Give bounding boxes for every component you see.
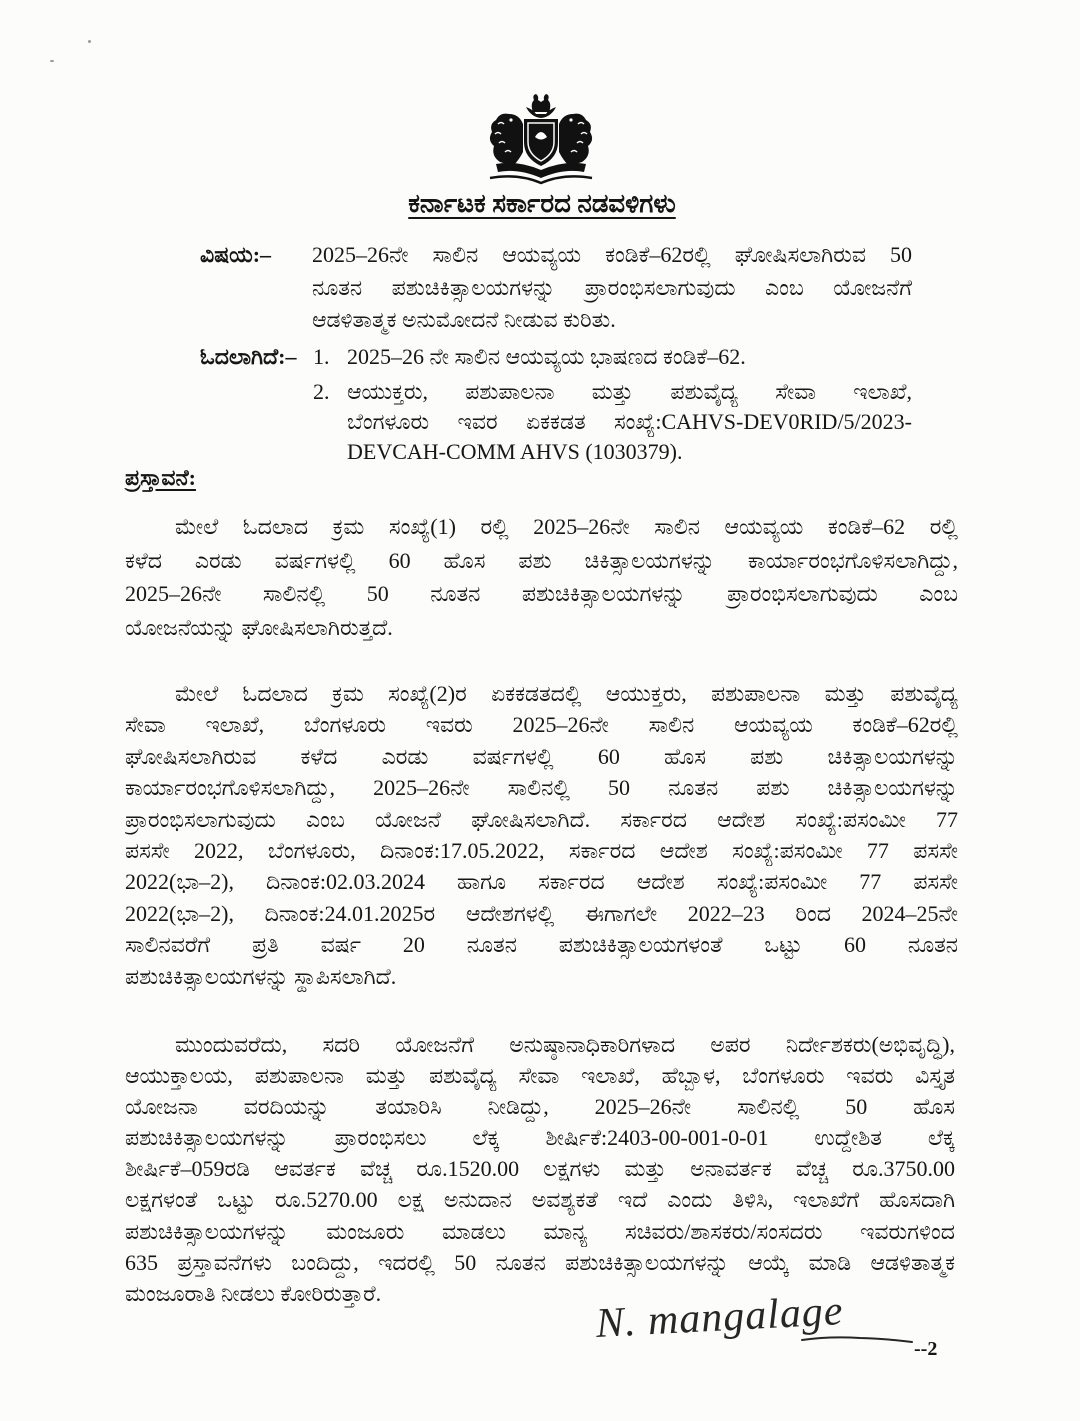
subject-text [312,239,912,337]
preamble-heading: ಪ್ರಸ್ತಾವನೆ: [125,465,196,490]
paragraph [125,678,958,992]
scan-mark [50,60,54,62]
paragraph-line: ಪಸಸೇ 2022, ಬೆಂಗಳೂರು, ದಿನಾಂಕ:17.05.2022, ಸರ್ಕಾರದ ಆದೇಶ ಸಂಖ್ಯೆ:ಪಸಂಮೀ 77 ಪಸಸೇ [125,837,958,863]
paragraph-line: ಸೇವಾ ಇಲಾಖೆ, ಬೆಂಗಳೂರು ಇವರು 2025–26ನೇ ಸಾಲಿನ ಆಯವ್ಯಯ ಕಂಡಿಕೆ–62ರಲ್ಲಿ [125,712,958,738]
paragraph-line: ಮೇಲೆ ಓದಲಾದ ಕ್ರಮ ಸಂಖ್ಯೆ(2)ರ ಏಕಕಡತದಲ್ಲಿ ಆಯುಕ್ತರು, ಪಶುಪಾಲನಾ ಮತ್ತು ಪಶುವೈದ್ಯ [175,681,958,706]
paragraph-line: ಮಂಜೂರಾತಿ ನೀಡಲು ಕೋರಿರುತ್ತಾರೆ. [125,1280,382,1306]
subject-label: ವಿಷಯ:– [200,242,272,267]
scan-mark [88,40,91,43]
page-continuation: --2 [914,1338,938,1360]
paragraph-line: ಘೋಷಿಸಲಾಗಿರುವ ಕಳೆದ ಎರಡು ವರ್ಷಗಳಲ್ಲಿ 60 ಹೊಸ ಪಶು ಚಿಕಿತ್ಸಾಲಯಗಳನ್ನು [125,743,958,769]
paragraph [125,510,958,644]
paragraph-line: ಸಾಲಿನವರೆಗೆ ಪ್ರತಿ ವರ್ಷ 20 ನೂತನ ಪಶುಚಿಕಿತ್ಸಾಲಯಗಳಂತೆ ಒಟ್ಟು 60 ನೂತನ [125,932,958,958]
paragraph [125,1029,955,1309]
reference-number: 2. [313,379,330,404]
page-title: ಕರ್ನಾಟಕ ಸರ್ಕಾರದ ನಡವಳಿಗಳು [408,189,676,218]
handwritten-signature: N. mangalage [594,1288,845,1347]
signature-flourish [800,1326,915,1356]
paragraph-line: ಕಾರ್ಯಾರಂಭಗೊಳಿಸಲಾಗಿದ್ದು, 2025–26ನೇ ಸಾಲಿನಲ್ಲಿ 50 ನೂತನ ಪಶು ಚಿಕಿತ್ಸಾಲಯಗಳನ್ನು [125,775,958,801]
paragraph-line: 2022(ಭಾ–2), ದಿನಾಂಕ:24.01.2025ರ ಆದೇಶಗಳಲ್ಲಿ ಈಗಾಗಲೇ 2022–23 ರಿಂದ 2024–25ನೇ [125,900,958,926]
paragraph-line: ಪಶುಚಿಕಿತ್ಸಾಲಯಗಳನ್ನು ಸ್ಥಾಪಿಸಲಾಗಿದೆ. [125,963,397,989]
reference-line: 2025–26 ನೇ ಸಾಲಿನ ಆಯವ್ಯಯ ಭಾಷಣದ ಕಂಡಿಕೆ–62. [347,344,746,369]
paragraph-line: ಪಶುಚಿಕಿತ್ಸಾಲಯಗಳನ್ನು ಪ್ರಾರಂಭಿಸಲು ಲೆಕ್ಕ ಶೀರ್ಷಿಕೆ:2403-00-001-0-01 ಉದ್ದೇಶಿತ ಲೆಕ್ಕ [125,1125,955,1151]
paragraph-line: ಲಕ್ಷಗಳಂತೆ ಒಟ್ಟು ರೂ.5270.00 ಲಕ್ಷ ಅನುದಾನ ಅವಶ್ಯಕತೆ ಇದೆ ಎಂದು ತಿಳಿಸಿ, ಇಲಾಖೆಗೆ ಹೊಸದಾಗಿ [125,1187,955,1213]
reference-item [347,339,912,375]
reference-line: DEVCAH-COMM AHVS (1030379). [347,439,683,464]
paragraph-line: ಕಳೆದ ಎರಡು ವರ್ಷಗಳಲ್ಲಿ 60 ಹೊಸ ಪಶು ಚಿಕಿತ್ಸಾಲಯಗಳನ್ನು ಕಾರ್ಯಾರಂಭಗೊಳಿಸಲಾಗಿದ್ದು, [125,547,958,573]
paragraph-line: ಶೀರ್ಷಿಕೆ–059ರಡಿ ಆವರ್ತಕ ವೆಚ್ಚ ರೂ.1520.00 ಲಕ್ಷಗಳು ಮತ್ತು ಅನಾವರ್ತಕ ವೆಚ್ಚ ರೂ.3750.00 [125,1156,955,1182]
reference-line: ಆಯುಕ್ತರು, ಪಶುಪಾಲನಾ ಮತ್ತು ಪಶುವೈದ್ಯ ಸೇವಾ ಇಲಾಖೆ, [347,379,912,404]
reference-line: ಬೆಂಗಳೂರು ಇವರ ಏಕಕಡತ ಸಂಖ್ಯೆ:CAHVS-DEV0RID/5/2023- [347,409,912,434]
subject-line: ನೂತನ ಪಶುಚಿಕಿತ್ಸಾಲಯಗಳನ್ನು ಪ್ರಾರಂಭಿಸಲಾಗುವುದು ಎಂಬ ಯೋಜನೆಗೆ [312,274,912,300]
reference-item [347,377,912,467]
paragraph-line: ಪ್ರಾರಂಭಿಸಲಾಗುವುದು ಎಂಬ ಯೋಜನೆ ಘೋಷಿಸಲಾಗಿದೆ. ಸರ್ಕಾರದ ಆದೇಶ ಸಂಖ್ಯೆ:ಪಸಂಮೀ 77 [125,806,958,832]
paragraph-line: 2025–26ನೇ ಸಾಲಿನಲ್ಲಿ 50 ನೂತನ ಪಶುಚಿಕಿತ್ಸಾಲಯಗಳನ್ನು ಪ್ರಾರಂಭಿಸಲಾಗುವುದು ಎಂಬ [125,581,958,606]
state-emblem-icon [478,90,604,188]
paragraph-line: ಯೋಜನಾ ವರದಿಯನ್ನು ತಯಾರಿಸಿ ನೀಡಿದ್ದು, 2025–26ನೇ ಸಾಲಿನಲ್ಲಿ 50 ಹೊಸ [125,1094,955,1120]
paragraph-line: ಮುಂದುವರೆದು, ಸದರಿ ಯೋಜನೆಗೆ ಅನುಷ್ಠಾನಾಧಿಕಾರಿಗಳಾದ ಅಪರ ನಿರ್ದೇಶಕರು(ಅಭಿವೃದ್ಧಿ), [175,1032,955,1057]
paragraph-line: 635 ಪ್ರಸ್ತಾವನೆಗಳು ಬಂದಿದ್ದು, ಇದರಲ್ಲಿ 50 ನೂತನ ಪಶುಚಿಕಿತ್ಸಾಲಯಗಳನ್ನು ಆಯ್ಕೆ ಮಾಡಿ ಆಡಳಿತಾತ್ಮಕ [125,1249,955,1275]
paragraph-line: ಯೋಜನೆಯನ್ನು ಘೋಷಿಸಲಾಗಿರುತ್ತದೆ. [125,614,393,640]
paragraph-line: ಆಯುಕ್ತಾಲಯ, ಪಶುಪಾಲನಾ ಮತ್ತು ಪಶುವೈದ್ಯ ಸೇವಾ ಇಲಾಖೆ, ಹೆಬ್ಬಾಳ, ಬೆಂಗಳೂರು ಇವರು ವಿಸ್ತೃತ [125,1063,955,1089]
read-label: ಓದಲಾಗಿದೆ:– [200,344,297,369]
paragraph-line: ಮೇಲೆ ಓದಲಾದ ಕ್ರಮ ಸಂಖ್ಯೆ(1) ರಲ್ಲಿ 2025–26ನೇ ಸಾಲಿನ ಆಯವ್ಯಯ ಕಂಡಿಕೆ–62 ರಲ್ಲಿ [175,514,958,539]
reference-number: 1. [313,344,330,369]
subject-line: 2025–26ನೇ ಸಾಲಿನ ಆಯವ್ಯಯ ಕಂಡಿಕೆ–62ರಲ್ಲಿ ಘೋಷಿಸಲಾಗಿರುವ 50 [312,242,912,267]
subject-line: ಆಡಳಿತಾತ್ಮಕ ಅನುಮೋದನೆ ನೀಡುವ ಕುರಿತು. [312,307,616,332]
paragraph-line: 2022(ಭಾ–2), ದಿನಾಂಕ:02.03.2024 ಹಾಗೂ ಸರ್ಕಾರದ ಆದೇಶ ಸಂಖ್ಯೆ:ಪಸಂಮೀ 77 ಪಸಸೇ [125,869,958,895]
paragraph-line: ಪಶುಚಿಕಿತ್ಸಾಲಯಗಳನ್ನು ಮಂಜೂರು ಮಾಡಲು ಮಾನ್ಯ ಸಚಿವರು/ಶಾಸಕರು/ಸಂಸದರು ಇವರುಗಳಿಂದ [125,1218,955,1244]
